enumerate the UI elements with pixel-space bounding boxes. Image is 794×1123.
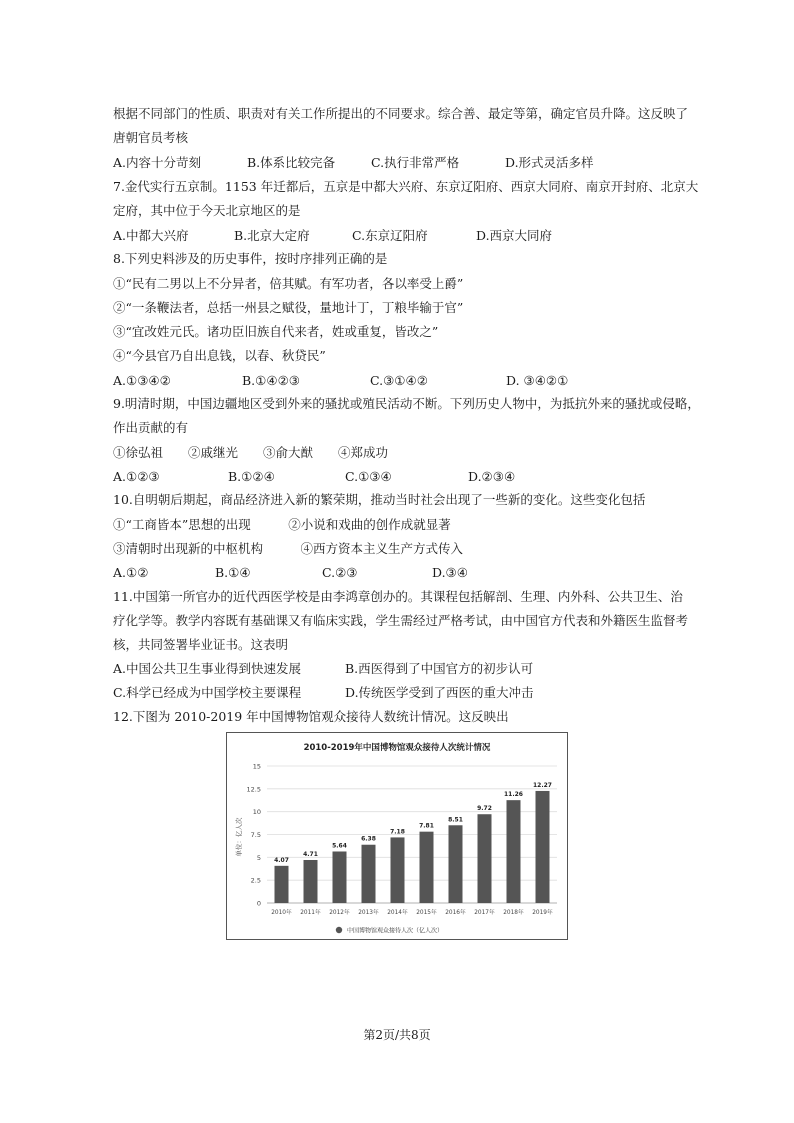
chart-y-ticks	[247, 763, 261, 908]
chart-bar	[478, 814, 492, 903]
chart-value-label: 7.18	[390, 828, 405, 836]
q8-option-b: B.①④②③	[242, 373, 300, 388]
q11-option-c: C.科学已经成为中国学校主要课程	[113, 685, 302, 700]
q10-option-a: A.①②	[113, 565, 149, 580]
q7-option-a: A.中都大兴府	[113, 228, 189, 243]
q10-option-c: C.②③	[322, 565, 358, 580]
q11-option-d: D.传统医学受到了西医的重大冲击	[345, 685, 534, 700]
chart-value-label: 11.26	[504, 791, 523, 799]
q11-stem-line-1: 11.中国第一所官办的近代西医学校是由李鸿章创办的。其课程包括解剖、生理、内外科、公共卫生、治	[113, 589, 683, 604]
q11-stem-line-2: 疗化学等。教学内容既有基础课又有临床实践，学生需经过严格考试，由中国官方代表和外籍医生监督考	[113, 613, 689, 628]
chart-x-tick-label: 2019年	[532, 910, 553, 916]
q10-option-b: B.①④	[215, 565, 251, 580]
q6-option-c: C.执行非常严格	[371, 155, 460, 170]
chart-y-tick-label: 7.5	[250, 831, 261, 839]
chart-x-tick-label: 2011年	[300, 910, 321, 916]
chart-value-label: 9.72	[477, 805, 492, 813]
q8-option-a: A.①③④②	[113, 373, 171, 388]
q10-option-d: D.③④	[432, 565, 468, 580]
q9-stem-line-1: 9.明清时期，中国边疆地区受到外来的骚扰或殖民活动不断。下列历史人物中，为抵抗外来的骚扰或侵略，	[113, 396, 700, 411]
chart-legend-swatch	[336, 927, 342, 933]
q6-option-a: A.内容十分苛刻	[113, 155, 202, 170]
q6-stem-line-1: 根据不同部门的性质、职责对有关工作所提出的不同要求。综合善、最定等第，确定官员升降。这反映了	[113, 106, 689, 121]
q6-option-b: B.体系比较完备	[247, 155, 336, 170]
q9-option-b: B.①②④	[228, 469, 275, 484]
chart-bar	[275, 866, 289, 903]
chart-y-tick-label: 12.5	[246, 785, 261, 794]
q11-stem-line-3: 核，共同签署毕业证书。这表明	[113, 637, 289, 652]
chart-bar	[507, 800, 521, 903]
chart-x-tick-label: 2012年	[329, 910, 350, 916]
chart-legend-label: 中国博物馆观众接待人次（亿人次）	[347, 927, 444, 935]
q11-option-a: A.中国公共卫生事业得到快速发展	[113, 661, 302, 676]
page-footer: 第2页/共8页	[363, 1028, 431, 1042]
q7-option-b: B.北京大定府	[234, 228, 310, 243]
chart-value-label: 8.51	[448, 816, 463, 824]
chart-y-tick-label: 15	[252, 762, 261, 771]
chart-value-label: 4.07	[274, 856, 289, 864]
q8-stem: 8.下列史料涉及的历史事件，按时序排列正确的是	[113, 251, 388, 266]
chart-y-axis-label: 单位：亿人次	[235, 817, 243, 857]
q8-source-3: ③“宜改姓元氏。诸功臣旧族自代来者，姓或重复，皆改之”	[113, 324, 439, 339]
chart-x-tick-label: 2014年	[387, 910, 408, 916]
q7-option-c: C.东京辽阳府	[352, 228, 428, 243]
chart-bar	[333, 851, 347, 903]
q9-option-a: A.①②③	[113, 469, 160, 484]
q7-stem-line-1: 7.金代实行五京制。1153 年迁都后，五京是中都大兴府、东京辽阳府、西京大同府、南京开封府、北京大	[113, 179, 699, 194]
q10-items-2: ③清朝时出现新的中枢机构 ④西方资本主义生产方式传入	[113, 541, 464, 556]
chart-x-tick-label: 2018年	[503, 910, 524, 916]
q6-option-d: D.形式灵活多样	[505, 155, 594, 170]
q9-option-c: C.①③④	[345, 469, 392, 484]
chart-x-tick-label: 2010年	[271, 910, 292, 916]
chart-y-tick-label: 0	[256, 899, 261, 908]
chart-value-label: 12.27	[533, 781, 552, 789]
q9-figures: ①徐弘祖 ②戚继光 ③俞大猷 ④郑成功	[113, 445, 389, 460]
chart-y-tick-label: 10	[252, 808, 261, 817]
q11-option-b: B.西医得到了中国官方的初步认可	[345, 661, 534, 676]
q8-source-2: ②“一条鞭法者，总括一州县之赋役，量地计丁，丁粮毕输于官”	[113, 300, 464, 315]
chart-title: 2010-2019年中国博物馆观众接待人次统计情况	[303, 743, 491, 753]
chart-y-tick-label: 5	[256, 853, 261, 862]
q8-source-1: ①“民有二男以上不分异者，倍其赋。有军功者，各以率受上爵”	[113, 276, 464, 291]
chart-x-tick-label: 2013年	[358, 910, 379, 916]
chart-value-label: 7.81	[419, 822, 434, 830]
chart-canvas	[227, 733, 566, 938]
q8-option-c: C.③①④②	[370, 373, 428, 388]
chart-x-ticks	[271, 908, 553, 916]
q10-stem: 10.自明朝后期起，商品经济进入新的繁荣期，推动当时社会出现了一些新的变化。这些变化包括	[113, 492, 646, 507]
chart-value-label: 5.64	[332, 842, 347, 850]
chart-y-tick-label: 2.5	[250, 876, 261, 885]
chart-value-label: 6.38	[361, 835, 376, 843]
chart-bar	[391, 837, 405, 903]
chart-bars	[275, 791, 550, 903]
q9-stem-line-2: 作出贡献的有	[113, 420, 189, 435]
chart-bar	[536, 791, 550, 903]
q8-option-d: D. ③④②①	[506, 373, 569, 388]
chart-x-tick-label: 2015年	[416, 910, 437, 916]
chart-bar	[362, 845, 376, 903]
chart-value-label: 4.71	[303, 850, 318, 858]
chart-x-tick-label: 2016年	[445, 910, 466, 916]
q9-option-d: D.②③④	[468, 469, 516, 484]
museum-visitor-chart	[226, 732, 568, 940]
chart-bar	[449, 825, 463, 903]
chart-bar	[304, 860, 318, 903]
q8-source-4: ④“今县官乃自出息钱，以春、秋贷民”	[113, 348, 326, 363]
q7-stem-line-2: 定府，其中位于今天北京地区的是	[113, 203, 301, 218]
q10-items-1: ①“工商皆本”思想的出现 ②小说和戏曲的创作成就显著	[113, 517, 451, 532]
chart-x-tick-label: 2017年	[474, 910, 495, 916]
q7-option-d: D.西京大同府	[476, 228, 553, 243]
chart-bar	[420, 832, 434, 903]
q6-stem-line-2: 唐朝官员考核	[113, 130, 189, 145]
q12-stem: 12.下图为 2010-2019 年中国博物馆观众接待人数统计情况。这反映出	[113, 709, 509, 724]
